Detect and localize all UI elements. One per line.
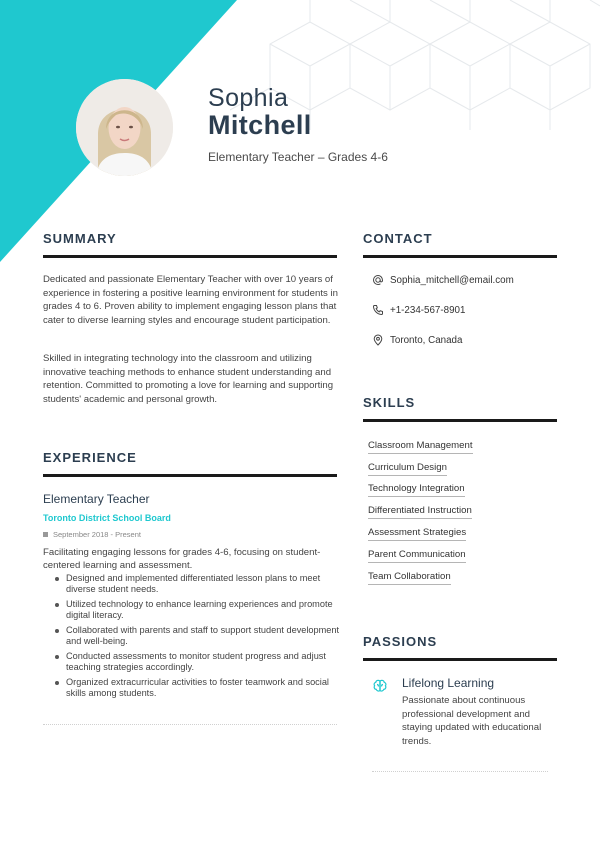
contact-heading: CONTACT <box>363 231 433 246</box>
first-name: Sophia <box>208 84 289 112</box>
skill-item: Classroom Management <box>368 440 473 454</box>
experience-company: Toronto District School Board <box>43 513 171 523</box>
experience-bullet: Organized extracurricular activities to foster teamwork and social skills among students. <box>54 677 344 699</box>
experience-bullet: Collaborated with parents and staff to support student development and well-being. <box>54 625 344 647</box>
brain-icon <box>372 678 388 694</box>
contact-email[interactable] <box>372 274 514 286</box>
summary-paragraph-2: Skilled in integrating technology into the classroom and utilizing innovative teaching methods to enhance student understanding and retention. Committed to promoting a love for learning and supporting students' academic and personal growth. <box>43 353 334 405</box>
skill-item: Technology Integration <box>368 483 465 497</box>
passion-description: Passionate about continuous professional development and staying updated with educational trends. <box>402 695 542 747</box>
at-icon <box>372 274 384 286</box>
experience-bullet: Utilized technology to enhance learning experiences and promote digital literacy. <box>54 599 344 621</box>
skill-item: Team Collaboration <box>368 571 451 585</box>
phone-icon <box>372 304 384 316</box>
experience-heading: EXPERIENCE <box>43 450 137 465</box>
profile-photo <box>76 79 173 176</box>
contact-email-text: Sophia_mitchell@email.com <box>390 274 514 286</box>
job-title: Elementary Teacher – Grades 4-6 <box>208 150 388 164</box>
passions-dotted-divider <box>372 771 548 772</box>
location-pin-icon <box>372 334 384 346</box>
contact-divider <box>363 255 557 258</box>
summary-divider <box>43 255 337 258</box>
skill-item: Curriculum Design <box>368 462 447 476</box>
experience-bullet-list <box>54 573 344 703</box>
experience-description: Facilitating engaging lessons for grades 4-6, focusing on student-centered learning and assessment. <box>43 547 321 571</box>
contact-phone-text: +1-234-567-8901 <box>390 304 466 316</box>
summary-paragraph-1: Dedicated and passionate Elementary Teacher with over 10 years of experience in fostering a positive learning environment for students in grades 4 to 6. Proven ability to implement engaging lesson plans that cater to diverse learning styles and encourage student participation. <box>43 274 338 326</box>
calendar-square-icon <box>43 532 48 537</box>
experience-dates <box>43 530 141 539</box>
contact-location <box>372 334 462 346</box>
skills-heading: SKILLS <box>363 395 416 410</box>
experience-bullet: Conducted assessments to monitor student progress and adjust teaching strategies accordingly. <box>54 651 344 673</box>
experience-bullet: Designed and implemented differentiated lesson plans to meet diverse student needs. <box>54 573 344 595</box>
experience-job-title: Elementary Teacher <box>43 492 150 506</box>
contact-phone[interactable] <box>372 304 465 316</box>
last-name: Mitchell <box>208 110 312 140</box>
experience-divider <box>43 474 337 477</box>
experience-dates-text: September 2018 - Present <box>53 530 141 539</box>
skill-item: Parent Communication <box>368 549 466 563</box>
contact-location-text: Toronto, Canada <box>390 334 463 346</box>
passion-title: Lifelong Learning <box>402 676 495 690</box>
skills-divider <box>363 419 557 422</box>
skill-item: Assessment Strategies <box>368 527 466 541</box>
experience-dotted-divider <box>43 724 337 725</box>
passions-divider <box>363 658 557 661</box>
skill-item: Differentiated Instruction <box>368 505 472 519</box>
summary-heading: SUMMARY <box>43 231 117 246</box>
passions-heading: PASSIONS <box>363 634 438 649</box>
